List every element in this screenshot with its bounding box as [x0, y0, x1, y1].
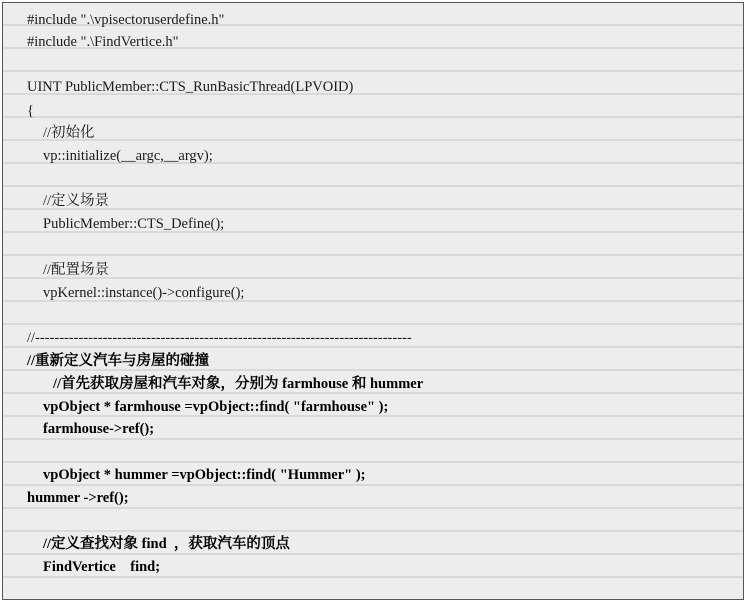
code-line-findvertice-decl: FindVertice find;	[43, 559, 161, 575]
code-line-comment-configure-scene: //配置场景	[43, 262, 110, 278]
code-line-comment-redefine-collision: //重新定义汽车与房屋的碰撞	[27, 353, 210, 369]
code-line-comment-define-find: //定义查找对象 find ，获取汽车的顶点	[43, 536, 290, 552]
code-line-find-hummer: vpObject * hummer =vpObject::find( "Hummer" );	[43, 467, 366, 483]
code-line-cts-define: PublicMember::CTS_Define();	[43, 216, 225, 232]
code-line-farmhouse-ref: farmhouse->ref();	[43, 421, 155, 437]
code-line-include-findvertice: #include ".\FindVertice.h"	[27, 34, 179, 50]
code-line-hummer-ref: hummer ->ref();	[27, 490, 129, 506]
code-line-comment-init: //初始化	[43, 125, 95, 141]
code-listing	[2, 2, 744, 600]
code-line-vp-initialize: vp::initialize(__argc,__argv);	[43, 148, 213, 164]
code-line-function-signature: UINT PublicMember::CTS_RunBasicThread(LPVOID)	[27, 79, 354, 95]
code-line-comment-get-objects: //首先获取房屋和汽车对象，分别为 farmhouse 和 hummer	[53, 376, 424, 392]
code-line-find-farmhouse: vpObject * farmhouse =vpObject::find( "farmhouse" );	[43, 399, 389, 415]
code-line-open-brace: {	[27, 103, 34, 119]
code-line-separator-comment: //------------------------------------------------------------------------------	[27, 330, 412, 346]
code-line-include-vpisector: #include ".\vpisectoruserdefine.h"	[27, 12, 225, 28]
code-line-comment-define-scene: //定义场景	[43, 193, 110, 209]
code-line-vpkernel-configure: vpKernel::instance()->configure();	[43, 285, 245, 301]
